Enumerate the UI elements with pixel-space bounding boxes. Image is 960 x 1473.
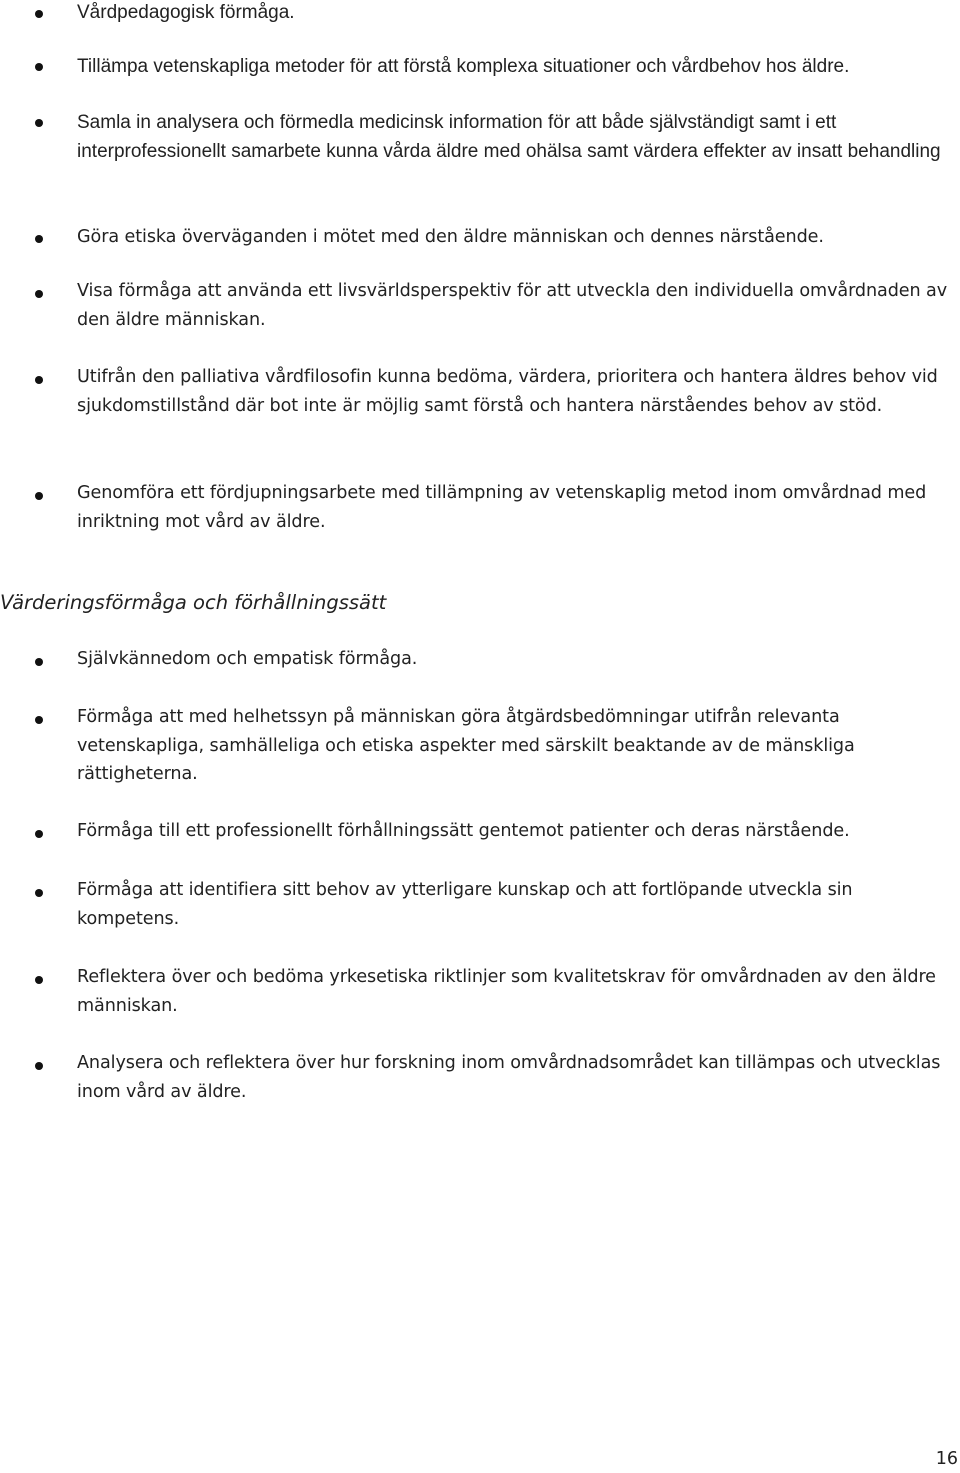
bullet-icon (35, 1062, 43, 1070)
list-item-text: Reflektera över och bedöma yrkesetiska riktlinjer som kvalitetskrav för omvårdnaden av den äldre människan. (77, 967, 936, 1016)
list-item-text: Förmåga till ett professionellt förhållningssätt gentemot patienter och deras närstående. (77, 821, 850, 841)
list-item-text: Förmåga att med helhetssyn på människan göra åtgärdsbedömningar utifrån relevanta vetenskapliga, samhälleliga och etiska aspekter med särskilt beaktande av de mänskliga rättigheterna. (77, 707, 855, 785)
bullet-icon (35, 658, 43, 666)
bullet-icon (35, 376, 43, 384)
list-item-text: Genomföra ett fördjupningsarbete med tillämpning av vetenskaplig metod inom omvårdnad med inriktning mot vård av äldre. (77, 483, 927, 532)
bullet-icon (35, 290, 43, 298)
list-item-text: Analysera och reflektera över hur forskning inom omvårdnadsområdet kan tillämpas och utvecklas inom vård av äldre. (77, 1053, 941, 1102)
bullet-icon (35, 63, 43, 71)
list-item-text: Tillämpa vetenskapliga metoder för att förstå komplexa situationer och vårdbehov hos äldre. (77, 56, 850, 77)
list-item-text: Självkännedom och empatisk förmåga. (77, 649, 418, 669)
bullet-icon (35, 492, 43, 500)
bullet-icon (35, 235, 43, 243)
bullet-icon (35, 716, 43, 724)
bullet-icon (35, 976, 43, 984)
list-item-text: Visa förmåga att använda ett livsvärldsperspektiv för att utveckla den individuella omvårdnaden av den äldre människan. (77, 281, 948, 330)
list-item-text: Vårdpedagogisk förmåga. (77, 2, 295, 23)
list-item-text: Samla in analysera och förmedla medicinsk information för att både självständigt samt i ett interprofessionellt samarbete kunna vårda äldre med ohälsa samt värdera effekter av insatt behandling (77, 112, 941, 162)
page-number: 16 (935, 1449, 958, 1469)
list-item-text: Utifrån den palliativa vårdfilosofin kunna bedöma, värdera, prioritera och hantera äldres behov vid sjukdomstillstånd där bot inte är möjlig samt förstå och hantera närståendes behov av stöd. (77, 367, 938, 416)
bullet-icon (35, 889, 43, 897)
bullet-icon (35, 10, 43, 18)
list-item-text: Förmåga att identifiera sitt behov av ytterligare kunskap och att fortlöpande utveckla sin kompetens. (77, 880, 853, 929)
section-heading: Värderingsförmåga och förhållningssätt (0, 591, 387, 614)
bullet-icon (35, 119, 43, 127)
list-item-text: Göra etiska överväganden i mötet med den äldre människan och dennes närstående. (77, 227, 824, 247)
bullet-icon (35, 830, 43, 838)
